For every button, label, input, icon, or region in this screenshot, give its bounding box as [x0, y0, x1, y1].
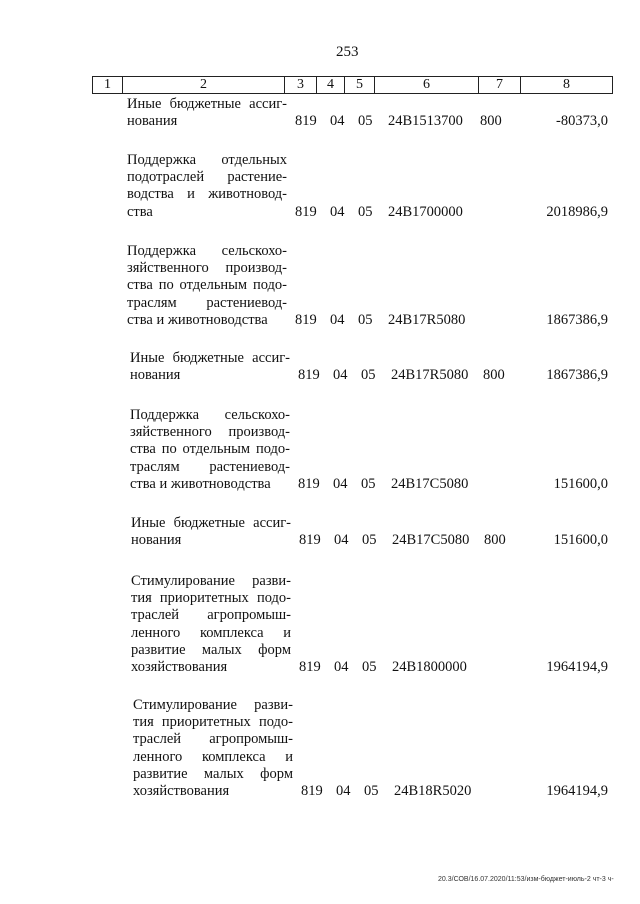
col-header-7: 7	[479, 77, 521, 93]
cell-target-article: 24В17С5080	[392, 532, 470, 549]
description-line: зяйственного производ-	[130, 424, 290, 441]
page-number: 253	[336, 44, 359, 60]
cell-amount: 151600,0	[553, 475, 608, 492]
description-line: ленного комплекса и	[131, 624, 291, 641]
description-line: хозяйствования	[133, 783, 230, 800]
description-line: Поддержка сельскохо-	[127, 243, 287, 259]
col-header-2: 2	[123, 77, 285, 93]
description-line: ства	[127, 203, 153, 220]
cell-subsection: 05	[362, 532, 377, 549]
description-line: Стимулирование разви-	[133, 697, 293, 713]
cell-subsection: 05	[358, 311, 373, 328]
row-description	[127, 96, 287, 130]
row-description	[131, 573, 291, 676]
cell-code-admin: 819	[298, 475, 320, 492]
cell-section: 04	[334, 532, 349, 549]
cell-target-article: 24В17R5080	[391, 367, 469, 384]
description-line: ства по отдельным подо-	[130, 441, 290, 458]
description-line: хозяйствования	[131, 659, 228, 676]
description-line: развитие малых форм	[133, 765, 293, 782]
description-line: тия приоритетных подо-	[131, 590, 291, 607]
cell-subsection: 05	[361, 367, 376, 384]
col-header-8: 8	[563, 77, 570, 92]
cell-amount: 1867386,9	[546, 311, 608, 328]
cell-target-article: 24В17R5080	[388, 311, 466, 328]
cell-target-article: 24В18R5020	[394, 783, 472, 799]
cell-subsection: 05	[358, 113, 373, 130]
cell-code-admin: 819	[299, 532, 321, 549]
table-header	[92, 76, 613, 94]
cell-code-admin: 819	[301, 783, 323, 799]
cell-section: 04	[330, 203, 345, 220]
cell-code-admin: 819	[295, 311, 317, 328]
description-line: траслей агропромыш-	[133, 731, 293, 748]
cell-amount: 1964194,9	[546, 783, 608, 799]
col-header-6: 6	[375, 77, 479, 93]
description-line: зяйственного производ-	[127, 260, 287, 277]
description-line: Иные бюджетные ассиг-	[127, 96, 287, 112]
description-line: водства и животновод-	[127, 186, 287, 203]
cell-code-admin: 819	[295, 203, 317, 220]
description-line: нования	[130, 367, 181, 384]
document-footer: 20.3/СОВ/16.07.2020/11:53/изм-бюджет-июль-2 чт-3 ч-	[438, 876, 614, 883]
cell-section: 04	[333, 475, 348, 492]
cell-target-article: 24В1700000	[388, 203, 463, 220]
cell-amount: 1867386,9	[546, 367, 608, 384]
description-line: Иные бюджетные ассиг-	[130, 350, 290, 366]
row-description	[130, 350, 290, 384]
cell-amount: -80373,0	[556, 113, 608, 130]
description-line: развитие малых форм	[131, 641, 291, 658]
cell-expense-type: 800	[480, 113, 502, 130]
cell-amount: 151600,0	[553, 532, 608, 549]
col-header-1: 1	[93, 77, 123, 93]
row-description	[127, 152, 287, 221]
description-line: Стимулирование разви-	[131, 573, 291, 589]
cell-amount: 1964194,9	[546, 659, 608, 675]
cell-amount: 2018986,9	[546, 203, 608, 220]
description-line: ленного комплекса и	[133, 748, 293, 765]
description-line: траслей агропромыш-	[131, 607, 291, 624]
cell-subsection: 05	[364, 783, 379, 799]
description-line: траслям растениевод-	[127, 294, 287, 311]
cell-target-article: 24В1800000	[392, 659, 467, 675]
cell-section: 04	[330, 311, 345, 328]
cell-expense-type: 800	[483, 367, 505, 384]
description-line: Поддержка отдельных	[127, 152, 287, 168]
cell-code-admin: 819	[295, 113, 317, 130]
description-line: ства по отдельным подо-	[127, 277, 287, 294]
description-line: траслям растениевод-	[130, 458, 290, 475]
cell-section: 04	[330, 113, 345, 130]
description-line: ства и животноводства	[127, 311, 268, 328]
cell-subsection: 05	[362, 659, 377, 675]
description-line: Иные бюджетные ассиг-	[131, 515, 291, 531]
description-line: тия приоритетных подо-	[133, 714, 293, 731]
cell-section: 04	[336, 783, 351, 799]
cell-code-admin: 819	[299, 659, 321, 675]
row-description	[127, 243, 287, 329]
col-header-3: 3	[285, 77, 317, 93]
description-line: нования	[127, 113, 178, 130]
row-description	[133, 697, 293, 800]
description-line: подотраслей растение-	[127, 169, 287, 186]
cell-target-article: 24В17С5080	[391, 475, 469, 492]
col-header-5: 5	[345, 77, 375, 93]
cell-expense-type: 800	[484, 532, 506, 549]
cell-section: 04	[334, 659, 349, 675]
row-description	[130, 407, 290, 493]
cell-target-article: 24В1513700	[388, 113, 463, 130]
cell-code-admin: 819	[298, 367, 320, 384]
cell-subsection: 05	[361, 475, 376, 492]
cell-subsection: 05	[358, 203, 373, 220]
col-header-4: 4	[317, 77, 345, 93]
description-line: Поддержка сельскохо-	[130, 407, 290, 423]
description-line: нования	[131, 532, 182, 549]
cell-section: 04	[333, 367, 348, 384]
description-line: ства и животноводства	[130, 475, 271, 492]
row-description	[131, 515, 291, 549]
